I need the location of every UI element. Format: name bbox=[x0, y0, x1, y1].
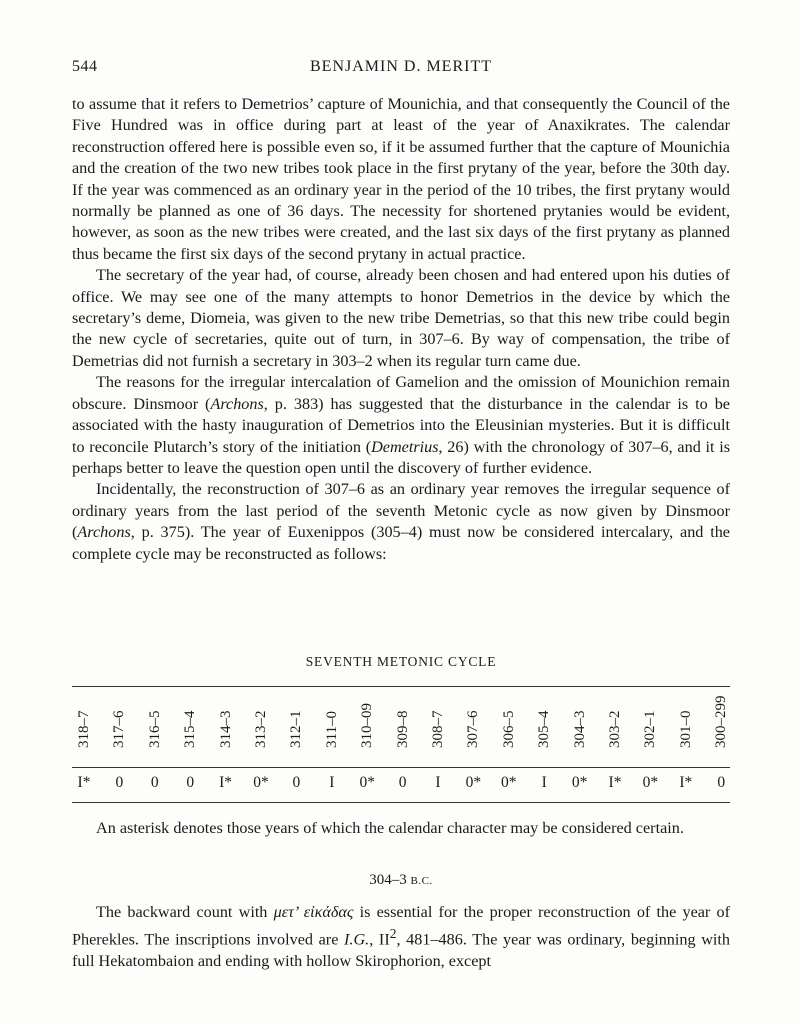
year-character-302–1: 0* bbox=[642, 774, 659, 791]
table-footnote bbox=[72, 818, 730, 839]
year-character-309–8: 0 bbox=[398, 774, 407, 791]
year-character-305–4: I bbox=[541, 774, 547, 791]
asterisk-note: An asterisk denotes those years of which the calendar character may be considered certain. bbox=[96, 819, 684, 837]
year-character-311–0: I bbox=[329, 774, 335, 791]
year-character-308–7: I bbox=[435, 774, 441, 791]
paragraph-3 bbox=[72, 372, 730, 479]
table-bottom-rule bbox=[72, 802, 730, 803]
paragraph-4 bbox=[72, 479, 730, 565]
year-character-300–299: 0 bbox=[717, 774, 726, 791]
year-label: 310–09 bbox=[359, 703, 376, 748]
greek-phrase: μετ’ εἰκάδας bbox=[273, 903, 354, 921]
year-label: 304–3 bbox=[571, 710, 588, 748]
year-header-316–5 bbox=[144, 700, 166, 770]
year-header-303–2 bbox=[604, 700, 626, 770]
year-label: 314–3 bbox=[217, 710, 234, 748]
year-header-305–4 bbox=[533, 700, 555, 770]
year-header-317–6 bbox=[108, 700, 130, 770]
year-header-315–4 bbox=[179, 700, 201, 770]
year-header-310–09 bbox=[356, 700, 378, 770]
section-heading bbox=[72, 872, 730, 889]
p5-text-c: , II bbox=[369, 930, 390, 949]
year-label: 306–5 bbox=[500, 710, 517, 748]
year-character-315–4: 0 bbox=[186, 774, 195, 791]
year-header-302–1 bbox=[639, 700, 661, 770]
year-label: 313–2 bbox=[253, 710, 269, 748]
paragraph-5 bbox=[72, 902, 730, 973]
section-year: 304–3 bbox=[369, 872, 407, 888]
year-character-317–6: 0 bbox=[115, 774, 124, 791]
year-header-314–3 bbox=[215, 700, 237, 770]
year-label: 311–0 bbox=[323, 711, 340, 748]
table-top-rule bbox=[72, 686, 730, 687]
year-character-306–5: 0* bbox=[501, 774, 517, 791]
year-character-310–09: 0* bbox=[359, 774, 375, 791]
year-label: 305–4 bbox=[536, 710, 553, 748]
p5-text-a: The backward count with bbox=[96, 903, 274, 921]
section-era: B.C. bbox=[410, 875, 433, 887]
p4-text-a: Incidentally, the reconstruction of 307–6 as an ordinary year removes the irregular sequence of ordinary years from the last period of the seventh Metonic cycle as now given by Dinsmoor ( bbox=[72, 480, 730, 542]
year-header-308–7 bbox=[427, 700, 449, 770]
year-character-313–2: 0* bbox=[253, 774, 269, 791]
year-character-303–2: I* bbox=[608, 774, 622, 791]
year-label: 300–299 bbox=[713, 695, 730, 748]
year-label: 302–1 bbox=[642, 710, 659, 748]
year-header-300–299 bbox=[710, 695, 732, 770]
year-label: 309–8 bbox=[394, 710, 411, 748]
page-header bbox=[72, 58, 730, 82]
year-label: 318–7 bbox=[76, 710, 92, 748]
table-caption: SEVENTH METONIC CYCLE bbox=[305, 654, 497, 669]
p3-citation-archons: Archons bbox=[210, 394, 264, 413]
year-label: 307–6 bbox=[465, 710, 482, 748]
year-character-307–6: 0* bbox=[465, 774, 482, 791]
page-number: 544 bbox=[72, 58, 98, 75]
p4-text-b: , p. 375). The year of Euxenippos (305–4) must now be considered intercalary, and the complete cycle may be reconstructed as follows: bbox=[72, 523, 730, 563]
year-label: 312–1 bbox=[288, 710, 305, 748]
p5-text-d: , 481–486. The year was ordinary, beginning with full Hekatombaion and ending with hollow Skirophorion, except bbox=[72, 930, 731, 971]
year-character-301–0: I* bbox=[679, 774, 693, 791]
year-character-312–1: 0 bbox=[292, 774, 301, 791]
p3-text-c: , 26) with the chronology of 307–6, and it is perhaps better to leave the question open until the discovery of further evidence. bbox=[72, 437, 730, 477]
year-header-318–7 bbox=[73, 700, 95, 770]
year-header-312–1 bbox=[285, 700, 307, 770]
p3-text-b: , p. 383) has suggested that the disturbance in the calendar is to be associated with the hasty inauguration of Demetrios into the Eleusinian mysteries. But it is difficult to reconcile Plutarch’s story of the initiation ( bbox=[72, 394, 730, 456]
ig-citation: I.G. bbox=[344, 930, 370, 949]
p3-text-a: The reasons for the irregular intercalation of Gamelion and the omission of Mounichion remain obscure. Dinsmoor ( bbox=[72, 373, 730, 413]
year-header-306–5 bbox=[498, 700, 520, 770]
year-header-307–6 bbox=[462, 700, 484, 770]
year-character-314–3: I* bbox=[219, 774, 233, 791]
year-character-316–5: 0 bbox=[150, 774, 159, 791]
running-title: BENJAMIN D. MERITT bbox=[310, 58, 492, 75]
year-header-301–0 bbox=[675, 700, 697, 770]
p5-text-b: is essential for the proper reconstruction of the year of Pherekles. The inscriptions involved are bbox=[72, 903, 731, 949]
year-label: 308–7 bbox=[430, 710, 446, 748]
paragraph-1: to assume that it refers to Demetrios’ capture of Mounichia, and that consequently the Council of the Five Hundred was in office during part at least of the year of Anaxikrates. The calendar reconstruction offered here is possible even so, if it be assumed further that the capture of Mounichia and the creation of the two new tribes took place in the first prytany of the year, before the 30th day. If the year was commenced as an ordinary year in the period of the 10 tribes, the first prytany would normally be planned as one of 36 days. The necessity for shortened prytanies would be evident, however, as soon as the new tribes were created, and the last six days of the first prytany as planned thus became the first six days of the second prytany in actual practice. bbox=[72, 95, 730, 263]
year-label: 301–0 bbox=[677, 710, 694, 748]
paragraph-2: The secretary of the year had, of course, already been chosen and had entered upon his duties of office. We may see one of the many attempts to honor Demetrios in the device by which the secretary’s deme, Diomeia, was given to the new tribe Demetrias, so that this new tribe could begin the new cycle of secretaries, quite out of turn, in 307–6. By way of compensation, the tribe of Demetrias did not furnish a secretary in 303–2 when its regular turn came due. bbox=[72, 266, 730, 370]
year-label: 316–5 bbox=[146, 710, 163, 748]
year-character-318–7: I* bbox=[77, 774, 91, 791]
p3-citation-demetrius: Demetrius bbox=[371, 437, 439, 456]
p4-citation-archons: Archons bbox=[77, 523, 131, 542]
year-label: 303–2 bbox=[607, 710, 623, 748]
year-character-304–3: 0* bbox=[571, 774, 588, 791]
year-header-309–8 bbox=[392, 700, 414, 770]
year-label: 315–4 bbox=[182, 710, 199, 748]
year-header-311–0 bbox=[321, 700, 343, 770]
closing-text bbox=[72, 902, 730, 973]
year-header-313–2 bbox=[250, 700, 272, 770]
year-header-304–3 bbox=[569, 700, 591, 770]
year-label: 317–6 bbox=[111, 710, 128, 748]
body-text bbox=[72, 94, 730, 565]
superscript-2: 2 bbox=[389, 926, 397, 942]
